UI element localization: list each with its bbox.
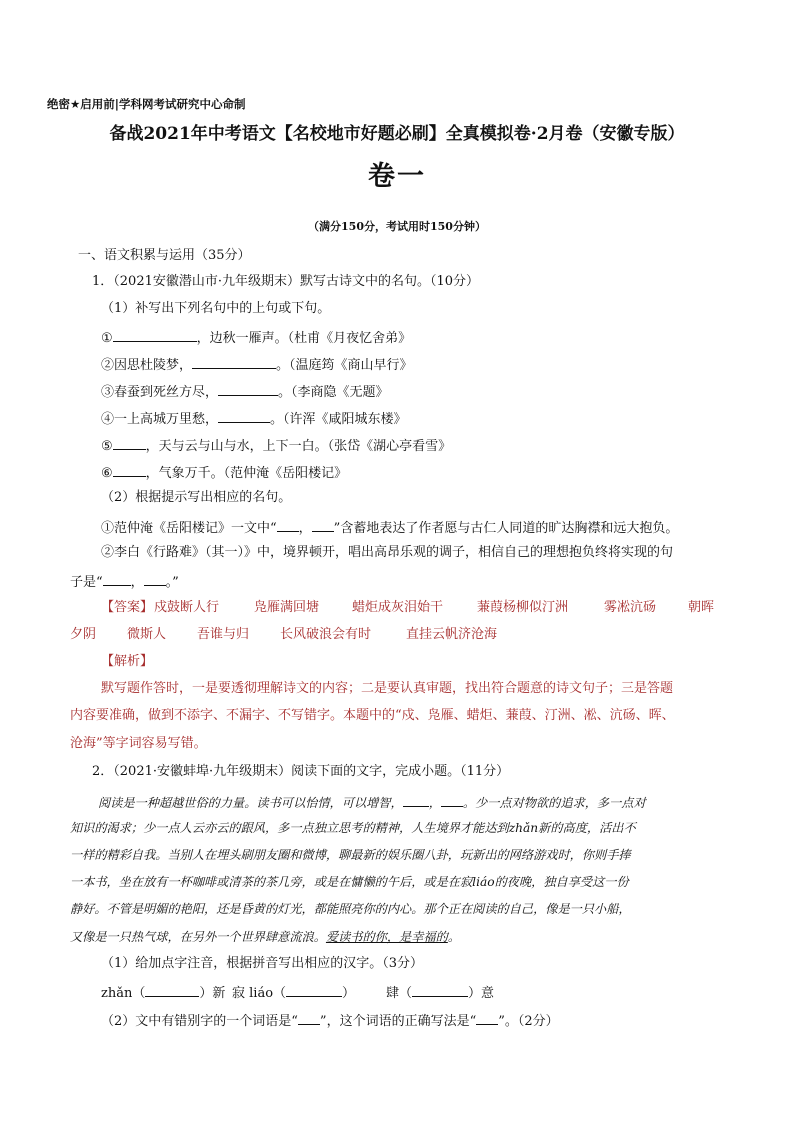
fill-item-suffix: ，边秋一雁声。（杜甫《月夜忆舍弟》	[196, 331, 412, 346]
fill-item-1	[101, 328, 411, 347]
passage-line	[70, 929, 460, 945]
fill-item-suffix: ，气象万千。（范仲淹《岳阳楼记》	[145, 466, 348, 481]
pinyin-item	[101, 983, 225, 1002]
passage-text: 。	[447, 930, 460, 944]
passage-text: 阅读是一种超越世俗的力量。读书可以怡情，可以增智，	[98, 796, 403, 810]
fill-item-prefix: ②因思杜陵梦，	[101, 358, 193, 373]
answer-item: 戍鼓断人行	[154, 600, 220, 615]
fill-item-7	[101, 518, 678, 537]
answer-item: 凫雁满回塘	[254, 600, 320, 615]
fill-item-suffix: ，天与云与山与水，上下一白。（张岱《湖心亭看雪》	[145, 439, 452, 454]
answer-blank[interactable]	[113, 463, 146, 477]
analysis-line: 内容要准确，做到不添字、不漏字、不写错字。本题中的“戍、凫雁、蜡炬、蒹葭、汀洲、凇、沆砀、晖、	[70, 708, 675, 723]
fill-item-separator: ，	[298, 521, 312, 536]
pinyin-item-prefix: 肆（	[386, 986, 413, 1001]
pinyin-item-prefix: 寂 liáo（	[232, 986, 287, 1001]
answer-blank[interactable]	[412, 983, 468, 997]
confidential-header: 绝密★启用前|学科网考试研究中心命制	[47, 97, 246, 111]
question-2-stem: 2．（2021·安徽蚌埠·九年级期末）阅读下面的文字，完成小题。（11分）	[92, 764, 510, 779]
fill-item-prefix: ⑤	[101, 439, 113, 454]
answer-blank[interactable]	[103, 572, 131, 586]
fill-item-8-line1: ②李白《行路难》（其一）》中，境界顿开，唱出高昂乐观的调子，相信自己的理想抱负终将实现的句	[101, 545, 674, 560]
fill-item-2	[101, 355, 413, 374]
answer-item: 吾谁与归	[197, 627, 250, 642]
fill-item-4	[101, 409, 407, 428]
fill-item-5	[101, 436, 451, 455]
fill-item-suffix: 。”	[165, 575, 179, 590]
passage-line: 一本书，坐在放有一杯咖啡或清茶的茶几旁，或是在慵懒的午后，或是在寂liáo的夜晚，独自享受这一份	[70, 875, 629, 889]
fill-item-prefix: ③春蚕到死丝方尽，	[101, 385, 219, 400]
fill-item-prefix: 子是“	[70, 575, 103, 590]
answer-item: 微斯人	[127, 627, 167, 642]
question-1-sub2: （2）根据提示写出相应的名句。	[101, 490, 292, 505]
answer-item: 蒹葭杨柳似汀洲	[477, 600, 569, 615]
fill-item-8-line2	[70, 572, 179, 591]
fill-item-separator: ，	[130, 575, 144, 590]
passage-text: 又像是一只热气球，在另外一个世界肆意流浪。	[70, 930, 326, 944]
answer-blank[interactable]	[277, 518, 299, 532]
answer-blank[interactable]	[218, 382, 278, 396]
passage-line: 知识的渴求；少一点人云亦云的跟风，多一点独立思考的精神，人生境界才能达到zhǎn新的高度，活出不	[70, 821, 636, 835]
question-1-sub1: （1）补写出下列名句中的上句或下句。	[101, 301, 331, 316]
passage-line	[98, 793, 646, 811]
answer-item: 长风破浪会有时	[280, 627, 372, 642]
question-text: ”。（2分）	[498, 1014, 559, 1029]
answer-blank[interactable]	[192, 355, 276, 369]
fill-item-suffix: ”含蓄地表达了作者愿与古仁人同道的旷达胸襟和远大抱负。	[333, 521, 679, 536]
question-2-sub1: （1）给加点字注音，根据拼音写出相应的汉字。（3分）	[101, 956, 424, 971]
pinyin-item-prefix: zhǎn（	[101, 986, 146, 1001]
answer-item: 雾凇沆砀	[604, 600, 657, 615]
question-2-sub2	[101, 1011, 559, 1030]
answer-item: 蜡炬成灰泪始干	[352, 600, 444, 615]
passage-text: ，	[428, 796, 441, 810]
question-1-stem: 1．（2021安徽潜山市·九年级期末）默写古诗文中的名句。（10分）	[92, 274, 480, 289]
exam-meta: （满分150分，考试用时150分钟）	[308, 220, 486, 233]
answer-blank[interactable]	[113, 328, 197, 342]
exam-title: 备战2021年中考语文【名校地市好题必刷】全真模拟卷·2月卷（安徽专版）	[109, 124, 685, 144]
passage-text: 。少一点对物欲的追求，多一点对	[462, 796, 646, 810]
answer-blank[interactable]	[286, 983, 342, 997]
fill-item-suffix: 。（温庭筠《商山早行》	[276, 358, 413, 373]
question-text: ”，这个词语的正确写法是“	[319, 1014, 477, 1029]
analysis-label: 【解析】	[101, 654, 154, 669]
fill-item-prefix: ⑥	[101, 466, 113, 481]
answer-item: 夕阴	[70, 627, 97, 642]
pinyin-item	[386, 983, 494, 1002]
answer-blank[interactable]	[113, 436, 146, 450]
answer-blank[interactable]	[144, 572, 166, 586]
answer-item: 直挂云帆济沧海	[406, 627, 498, 642]
answer-blank[interactable]	[298, 1011, 320, 1025]
fill-item-3	[101, 382, 389, 401]
answer-item: 朝晖	[688, 600, 715, 615]
pinyin-item-suffix: ）意	[468, 986, 495, 1001]
pinyin-item-suffix: ）新	[199, 986, 226, 1001]
answer-blank[interactable]	[441, 793, 463, 807]
passage-line: 一样的精彩自我。当别人在埋头刷朋友圈和微博，聊最新的娱乐圈八卦，玩新出的网络游戏时，你则手捧	[70, 848, 631, 862]
answer-blank[interactable]	[145, 983, 199, 997]
pinyin-item-suffix: ）	[342, 986, 356, 1001]
answer-blank[interactable]	[403, 793, 429, 807]
answer-blank[interactable]	[218, 409, 270, 423]
fill-item-suffix: 。（李商隐《无题》	[278, 385, 389, 400]
section-heading: 一、语文积累与运用（35分）	[78, 248, 251, 263]
fill-item-6	[101, 463, 347, 482]
underlined-sentence: 爱读书的你，是幸福的	[325, 930, 448, 944]
answer-blank[interactable]	[312, 518, 334, 532]
answer-label: 【答案】	[101, 600, 154, 615]
volume-title: 卷一	[368, 161, 426, 192]
fill-item-prefix: ①范仲淹《岳阳楼记》一文中“	[101, 521, 277, 536]
fill-item-prefix: ④一上高城万里愁，	[101, 412, 219, 427]
analysis-line: 默写题作答时，一是要透彻理解诗文的内容；二是要认真审题，找出符合题意的诗文句子；三是答题	[101, 681, 674, 696]
pinyin-item	[232, 983, 355, 1002]
fill-item-prefix: ①	[101, 331, 113, 346]
passage-line: 静好。不管是明媚的艳阳，还是昏黄的灯光，都能照亮你的内心。那个正在阅读的自己，像是一只小船，	[70, 902, 631, 916]
question-text: （2）文中有错别字的一个词语是“	[101, 1014, 298, 1029]
answer-blank[interactable]	[476, 1011, 498, 1025]
analysis-line: 沧海”等字词容易写错。	[70, 736, 207, 751]
fill-item-suffix: 。（许浑《咸阳城东楼》	[270, 412, 407, 427]
